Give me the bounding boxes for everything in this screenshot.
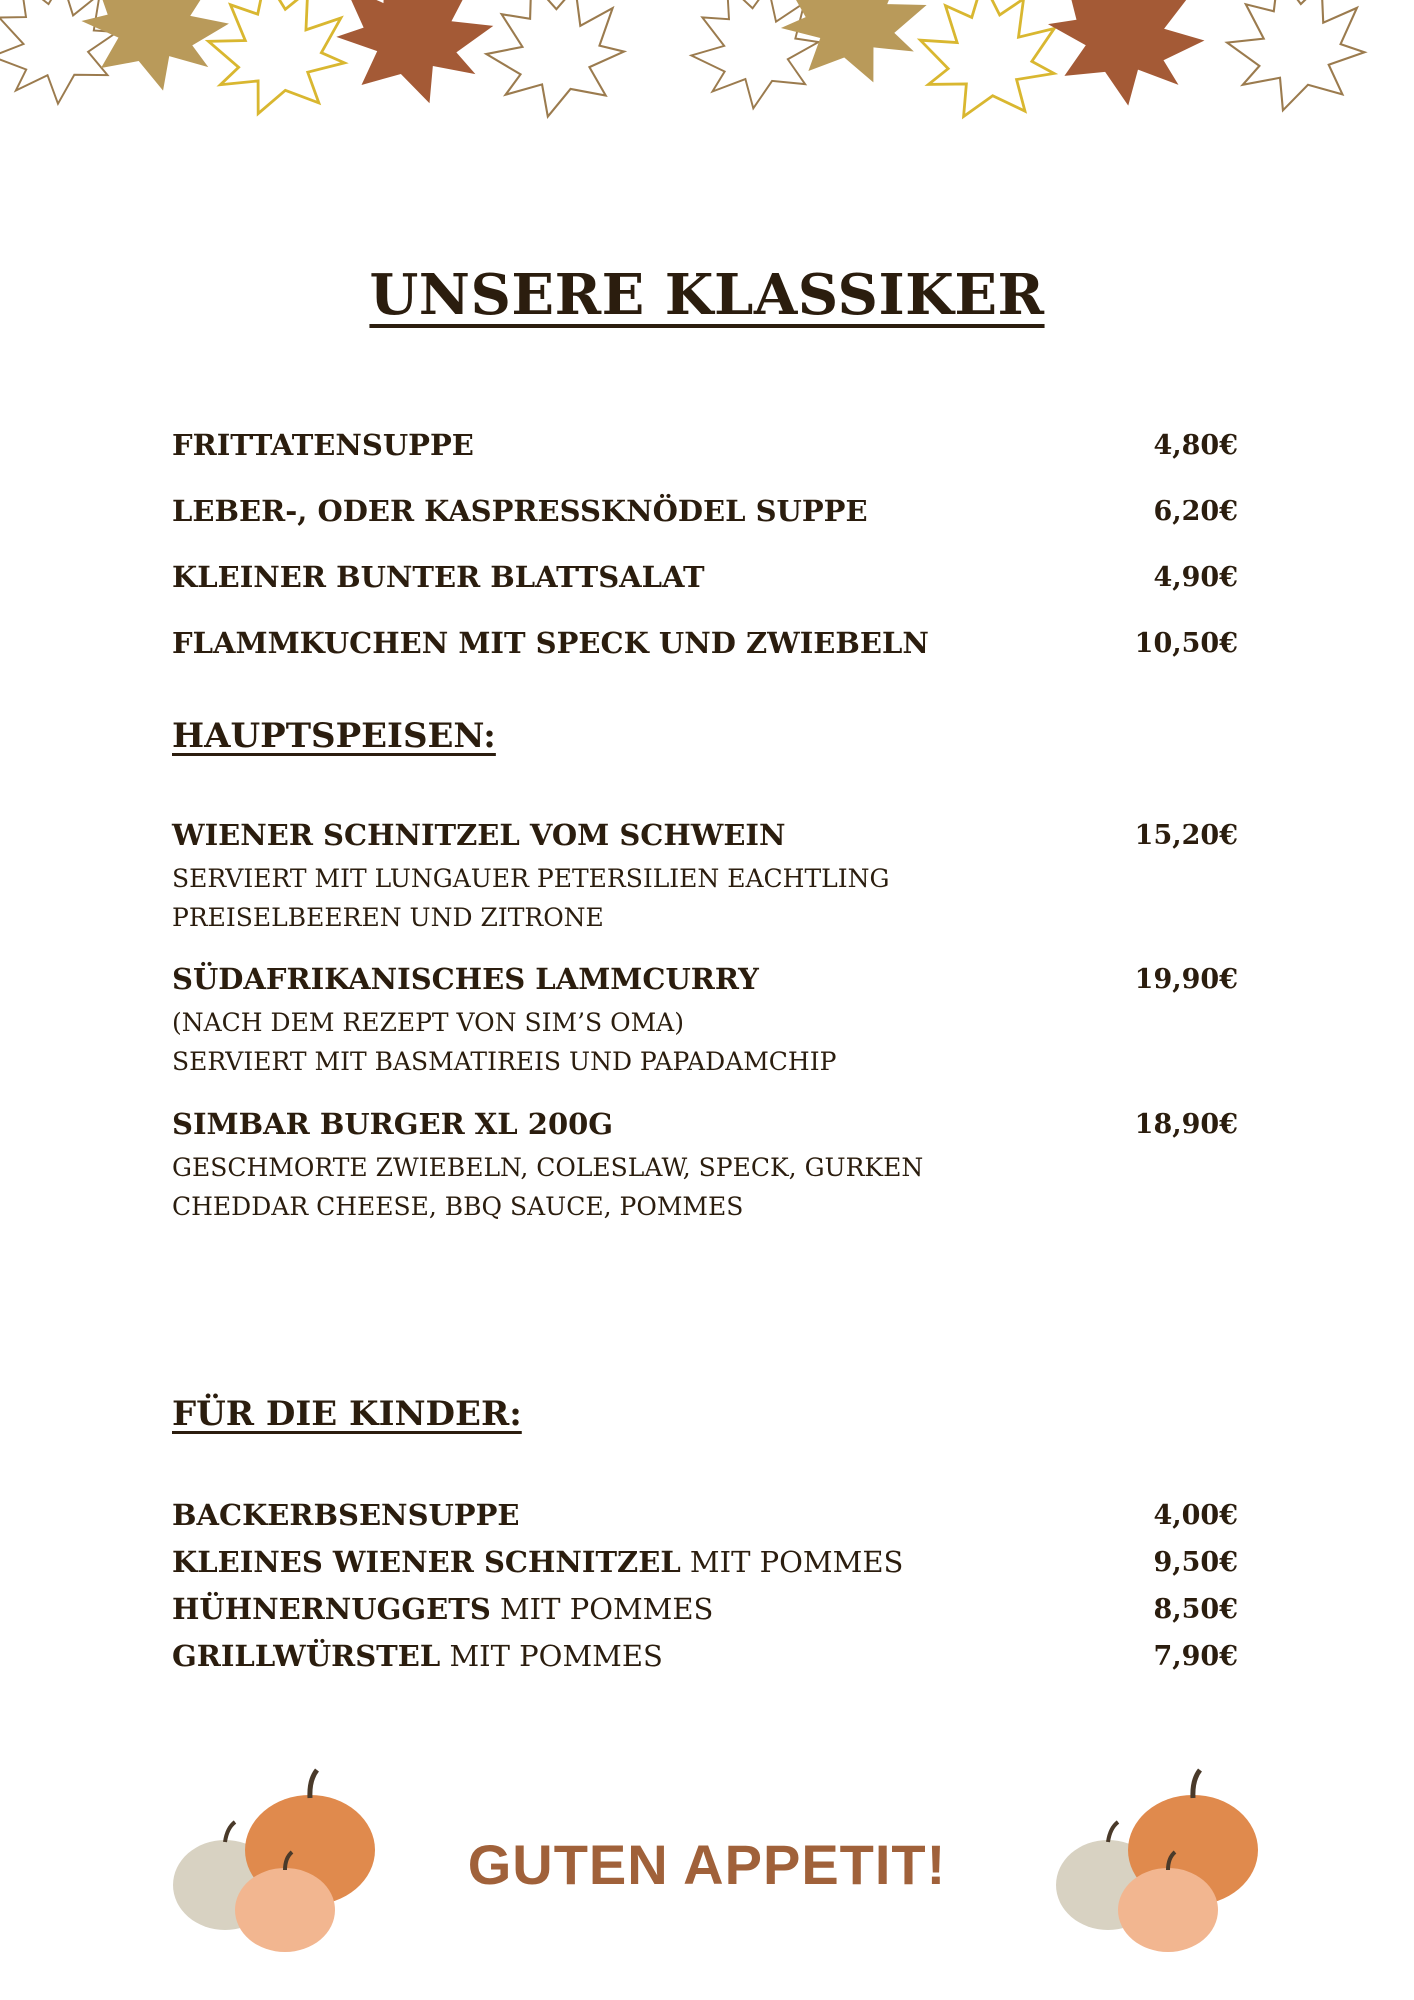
closing-message: GUTEN APPETIT! bbox=[467, 1833, 947, 1896]
pumpkins-right-icon bbox=[1048, 1760, 1288, 1960]
menu-item-price: 10,50€ bbox=[1134, 628, 1238, 659]
menu-item-name: FRITTATENSUPPE bbox=[172, 428, 474, 462]
menu-item-name: WIENER SCHNITZEL VOM SCHWEIN bbox=[172, 818, 786, 852]
menu-item-description: (NACH DEM REZEPT VON SIM’S OMA) bbox=[172, 1008, 684, 1037]
menu-item-price: 4,00€ bbox=[1153, 1500, 1238, 1531]
menu-item-price: 4,90€ bbox=[1153, 562, 1238, 593]
menu-item-description: CHEDDAR CHEESE, BBQ SAUCE, POMMES bbox=[172, 1192, 744, 1221]
menu-item-name: SIMBAR BURGER XL 200G bbox=[172, 1107, 614, 1141]
menu-item-price: 19,90€ bbox=[1134, 964, 1238, 995]
menu-item-price: 6,20€ bbox=[1153, 496, 1238, 527]
menu-item-name: SÜDAFRIKANISCHES LAMMCURRY bbox=[172, 962, 759, 996]
menu-title: UNSERE KLASSIKER bbox=[369, 262, 1045, 328]
kids-item-name: HÜHNERNUGGETS bbox=[172, 1592, 491, 1626]
menu-item-price: 4,80€ bbox=[1153, 430, 1238, 461]
kids-item-suffix: MIT POMMES bbox=[490, 1592, 714, 1626]
menu-item-description: PREISELBEEREN UND ZITRONE bbox=[172, 903, 604, 932]
kids-item-suffix: MIT POMMES bbox=[440, 1639, 663, 1673]
section-heading-hauptspeisen: HAUPTSPEISEN: bbox=[172, 716, 496, 756]
kids-item-name: BACKERBSENSUPPE bbox=[172, 1498, 520, 1532]
menu-item-description: SERVIERT MIT LUNGAUER PETERSILIEN EACHTLING bbox=[172, 864, 890, 893]
menu-item-name: KLEINER BUNTER BLATTSALAT bbox=[172, 560, 705, 594]
kids-item-name: GRILLWÜRSTEL bbox=[172, 1639, 441, 1673]
menu-item-price: 9,50€ bbox=[1153, 1547, 1238, 1578]
kids-menu-item bbox=[172, 1498, 520, 1532]
menu-item-price: 7,90€ bbox=[1153, 1641, 1238, 1672]
kids-menu-item bbox=[172, 1639, 663, 1673]
kids-item-suffix: MIT POMMES bbox=[680, 1545, 904, 1579]
menu-item-name: FLAMMKUCHEN MIT SPECK UND ZWIEBELN bbox=[172, 626, 929, 660]
menu-item-description: SERVIERT MIT BASMATIREIS UND PAPADAMCHIP bbox=[172, 1047, 837, 1076]
menu-item-name: LEBER-, ODER KASPRESSKNÖDEL SUPPE bbox=[172, 494, 868, 528]
kids-menu-item bbox=[172, 1545, 903, 1579]
section-heading-kinder: FÜR DIE KINDER: bbox=[172, 1394, 522, 1434]
menu-item-price: 18,90€ bbox=[1134, 1109, 1238, 1140]
autumn-leaves-decoration bbox=[0, 0, 1414, 160]
menu-item-price: 15,20€ bbox=[1134, 820, 1238, 851]
menu-item-description: GESCHMORTE ZWIEBELN, COLESLAW, SPECK, GURKEN bbox=[172, 1153, 924, 1182]
kids-menu-item bbox=[172, 1592, 713, 1626]
kids-item-name: KLEINES WIENER SCHNITZEL bbox=[172, 1545, 681, 1579]
menu-item-price: 8,50€ bbox=[1153, 1594, 1238, 1625]
